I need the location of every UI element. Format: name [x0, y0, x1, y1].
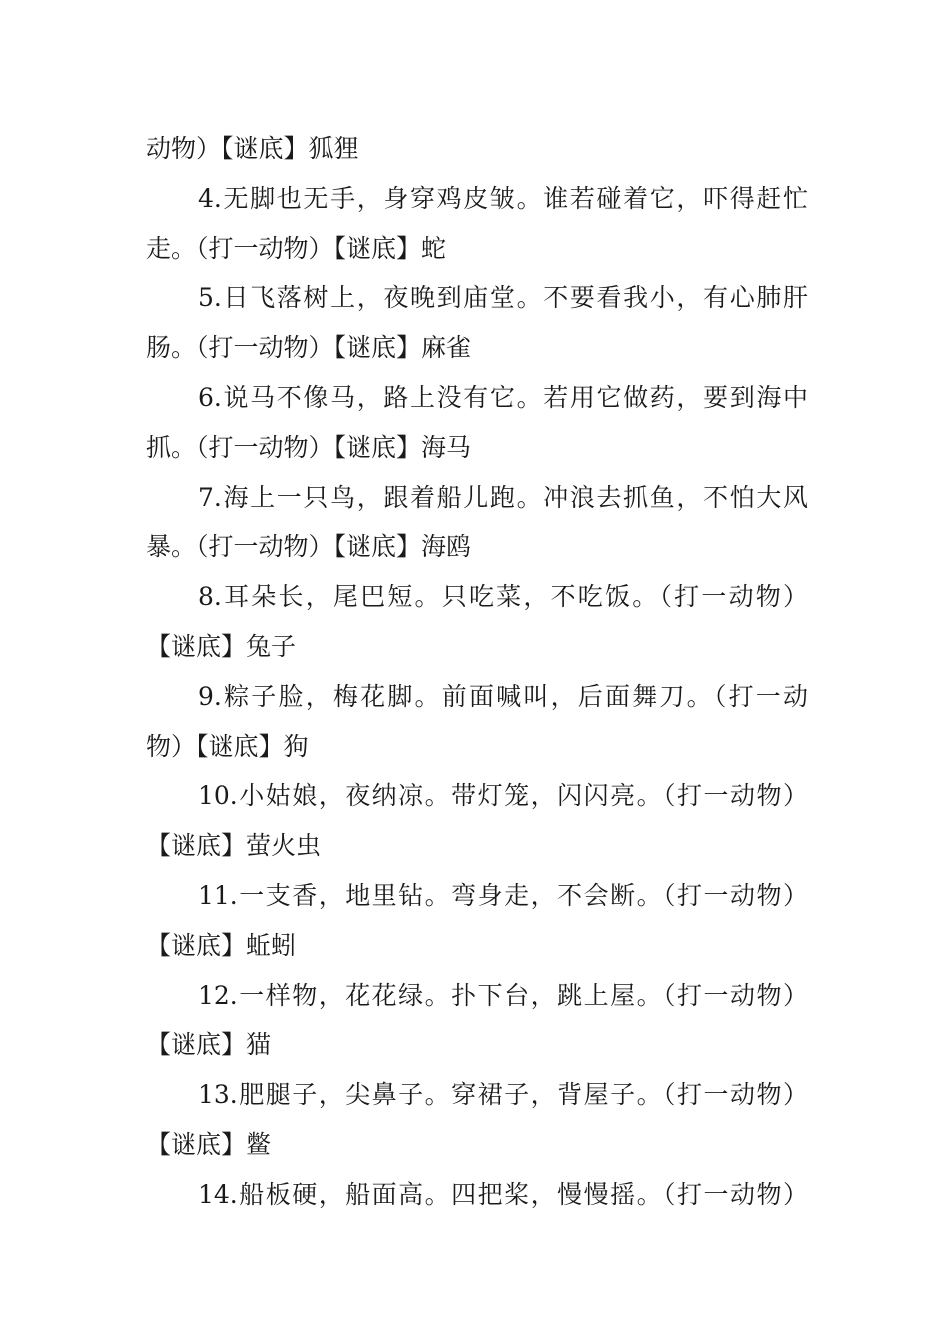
answer-line: 【谜底】猫 [146, 1030, 272, 1060]
riddle-line: 13.肥腿子，尖鼻子。穿裙子，背屋子。（打一动物） [198, 1080, 808, 1110]
answer-line: 肠。（打一动物）【谜底】麻雀 [146, 333, 472, 363]
riddle-line: 7.海上一只鸟，跟着船儿跑。冲浪去抓鱼，不怕大风 [198, 482, 808, 512]
riddle-line: 8.耳朵长，尾巴短。只吃菜，不吃饭。（打一动物） [198, 582, 808, 612]
answer-line: 走。（打一动物）【谜底】蛇 [146, 233, 447, 263]
answer-line: 【谜底】萤火虫 [146, 831, 322, 861]
answer-line: 【谜底】蚯蚓 [146, 930, 297, 960]
riddle-text-block [146, 124, 808, 1220]
riddle-line: 10.小姑娘，夜纳凉。带灯笼，闪闪亮。（打一动物） [198, 781, 808, 811]
answer-line: 暴。（打一动物）【谜底】海鸥 [146, 532, 472, 562]
riddle-line: 11.一支香，地里钻。弯身走，不会断。（打一动物） [198, 880, 808, 910]
riddle-line: 6.说马不像马，路上没有它。若用它做药，要到海中 [198, 382, 808, 412]
riddle-line: 5.日飞落树上，夜晚到庙堂。不要看我小，有心肺肝 [198, 283, 808, 313]
riddle-line: 12.一样物，花花绿。扑下台，跳上屋。（打一动物） [198, 980, 808, 1010]
answer-line: 【谜底】兔子 [146, 631, 297, 661]
answer-line: 【谜底】鳖 [146, 1129, 272, 1159]
answer-line: 抓。（打一动物）【谜底】海马 [146, 432, 472, 462]
text-line: 动物）【谜底】狐狸 [146, 134, 359, 163]
riddle-line: 9.粽子脸，梅花脚。前面喊叫，后面舞刀。（打一动 [198, 681, 808, 711]
answer-line: 物）【谜底】狗 [146, 731, 309, 761]
riddle-line: 14.船板硬，船面高。四把桨，慢慢摇。（打一动物） [198, 1179, 808, 1209]
riddle-line: 4.无脚也无手，身穿鸡皮皱。谁若碰着它，吓得赶忙 [198, 183, 808, 213]
